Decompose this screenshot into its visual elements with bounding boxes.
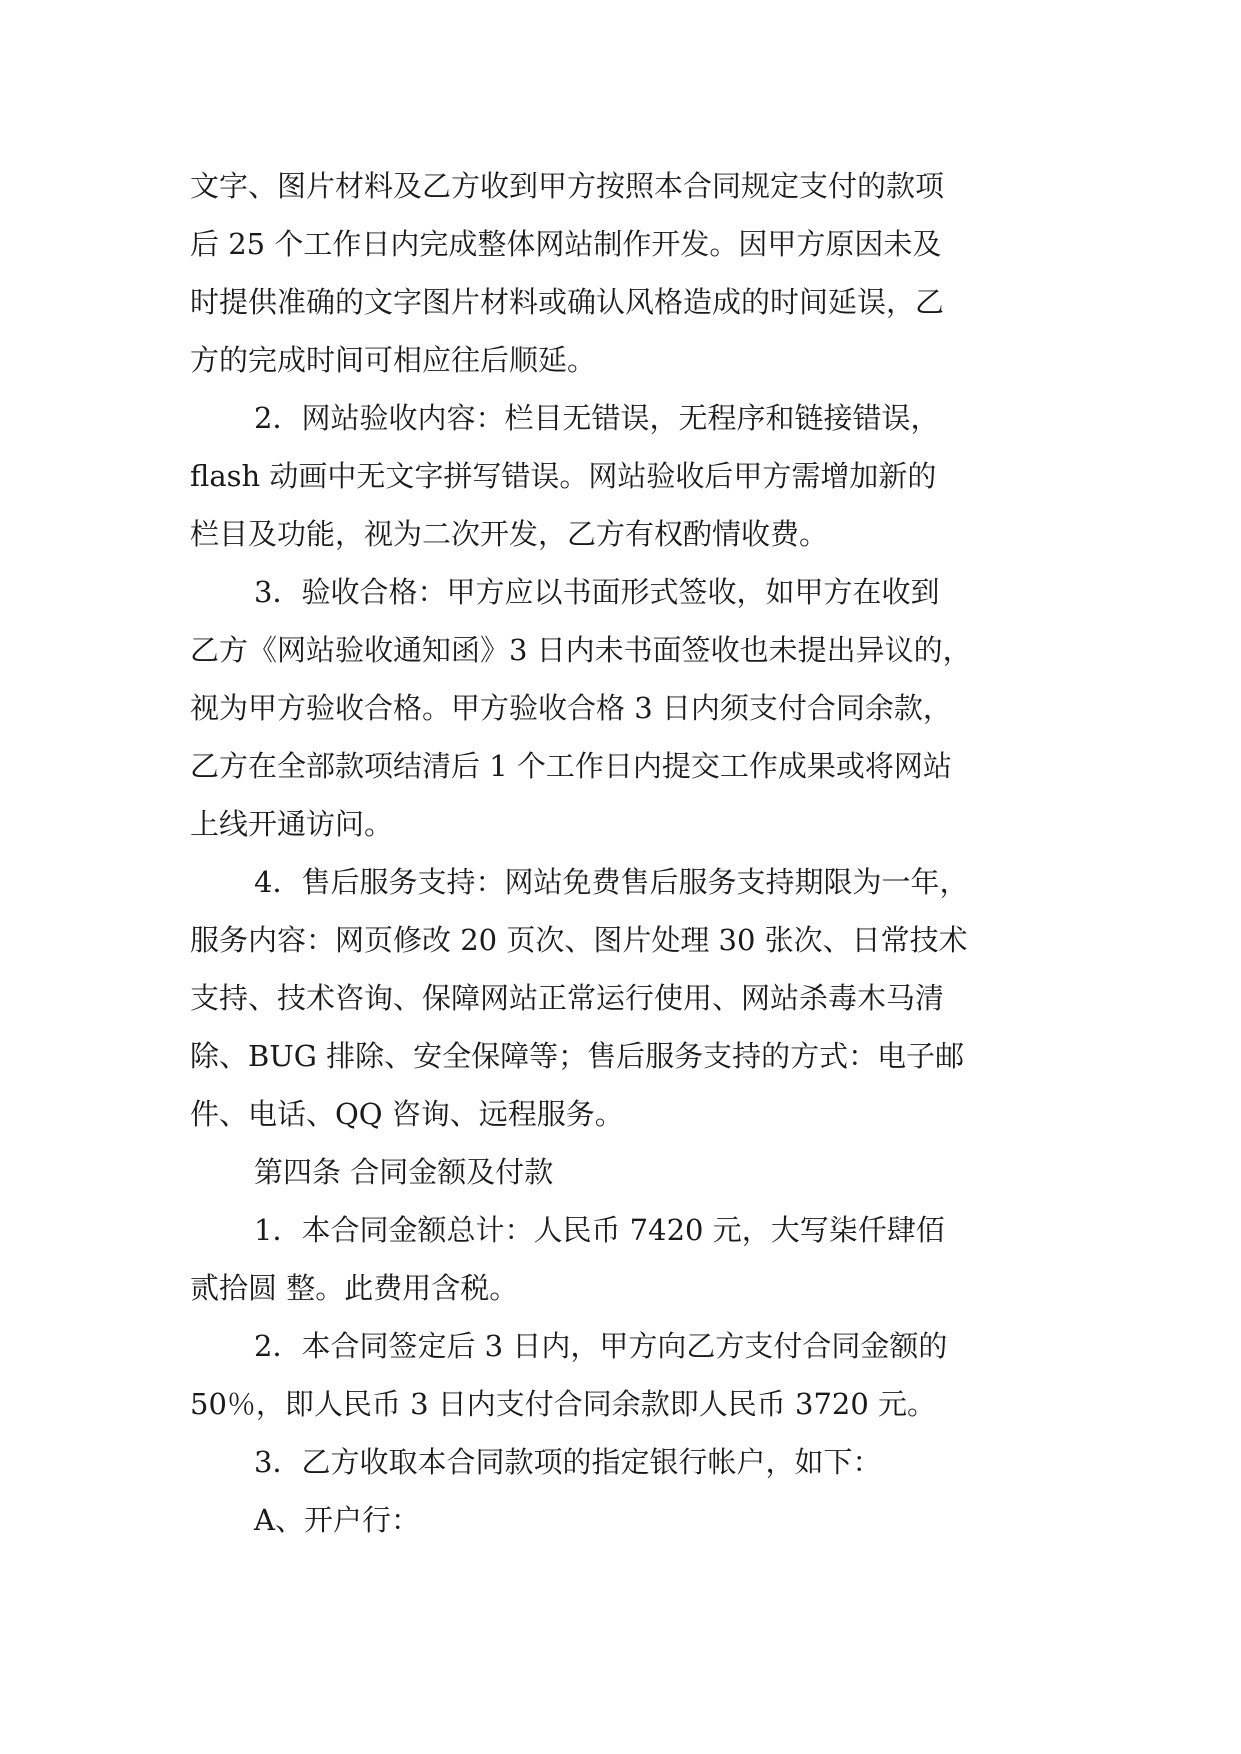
- text-line: 上线开通访问。: [190, 807, 394, 841]
- paragraph-start-line: 1．本合同金额总计：人民币 7420 元，大写柒仟肆佰: [254, 1213, 945, 1247]
- text-line: 后 25 个工作日内完成整体网站制作开发。因甲方原因未及: [190, 227, 942, 261]
- paragraph-start-line: 4．售后服务支持：网站免费售后服务支持期限为一年，: [254, 865, 969, 899]
- text-line: 文字、图片材料及乙方收到甲方按照本合同规定支付的款项: [190, 169, 945, 203]
- paragraph-start-line: 3．验收合格：甲方应以书面形式签收，如甲方在收到: [254, 575, 940, 609]
- text-line: 除、BUG 排除、安全保障等；售后服务支持的方式：电子邮: [190, 1039, 965, 1073]
- paragraph-start-line: A、开户行：: [254, 1503, 420, 1537]
- text-line: 贰拾圆 整。此费用含税。: [190, 1271, 519, 1305]
- section-heading: 第四条 合同金额及付款: [254, 1155, 554, 1189]
- paragraph-start-line: 2．网站验收内容：栏目无错误，无程序和链接错误，: [254, 401, 940, 435]
- paragraph-start-line: 2．本合同签定后 3 日内，甲方向乙方支付合同金额的: [254, 1329, 948, 1363]
- text-line: 服务内容：网页修改 20 页次、图片处理 30 张次、日常技术: [190, 923, 968, 957]
- text-line: 乙方在全部款项结清后 1 个工作日内提交工作成果或将网站: [190, 749, 952, 783]
- text-line: 支持、技术咨询、保障网站正常运行使用、网站杀毒木马清: [190, 981, 945, 1015]
- text-line: 乙方《网站验收通知函》3 日内未书面签收也未提出异议的，: [190, 633, 972, 667]
- text-line: 件、电话、QQ 咨询、远程服务。: [190, 1097, 624, 1131]
- text-line: 栏目及功能，视为二次开发，乙方有权酌情收费。: [190, 517, 829, 551]
- text-line: flash 动画中无文字拼写错误。网站验收后甲方需增加新的: [190, 459, 937, 493]
- text-line: 时提供准确的文字图片材料或确认风格造成的时间延误，乙: [190, 285, 945, 319]
- paragraph-start-line: 3．乙方收取本合同款项的指定银行帐户，如下：: [254, 1445, 882, 1479]
- text-line: 方的完成时间可相应往后顺延。: [190, 343, 597, 377]
- text-line: 50％，即人民币 3 日内支付合同余款即人民币 3720 元。: [190, 1387, 937, 1421]
- text-line: 视为甲方验收合格。甲方验收合格 3 日内须支付合同余款，: [190, 691, 952, 725]
